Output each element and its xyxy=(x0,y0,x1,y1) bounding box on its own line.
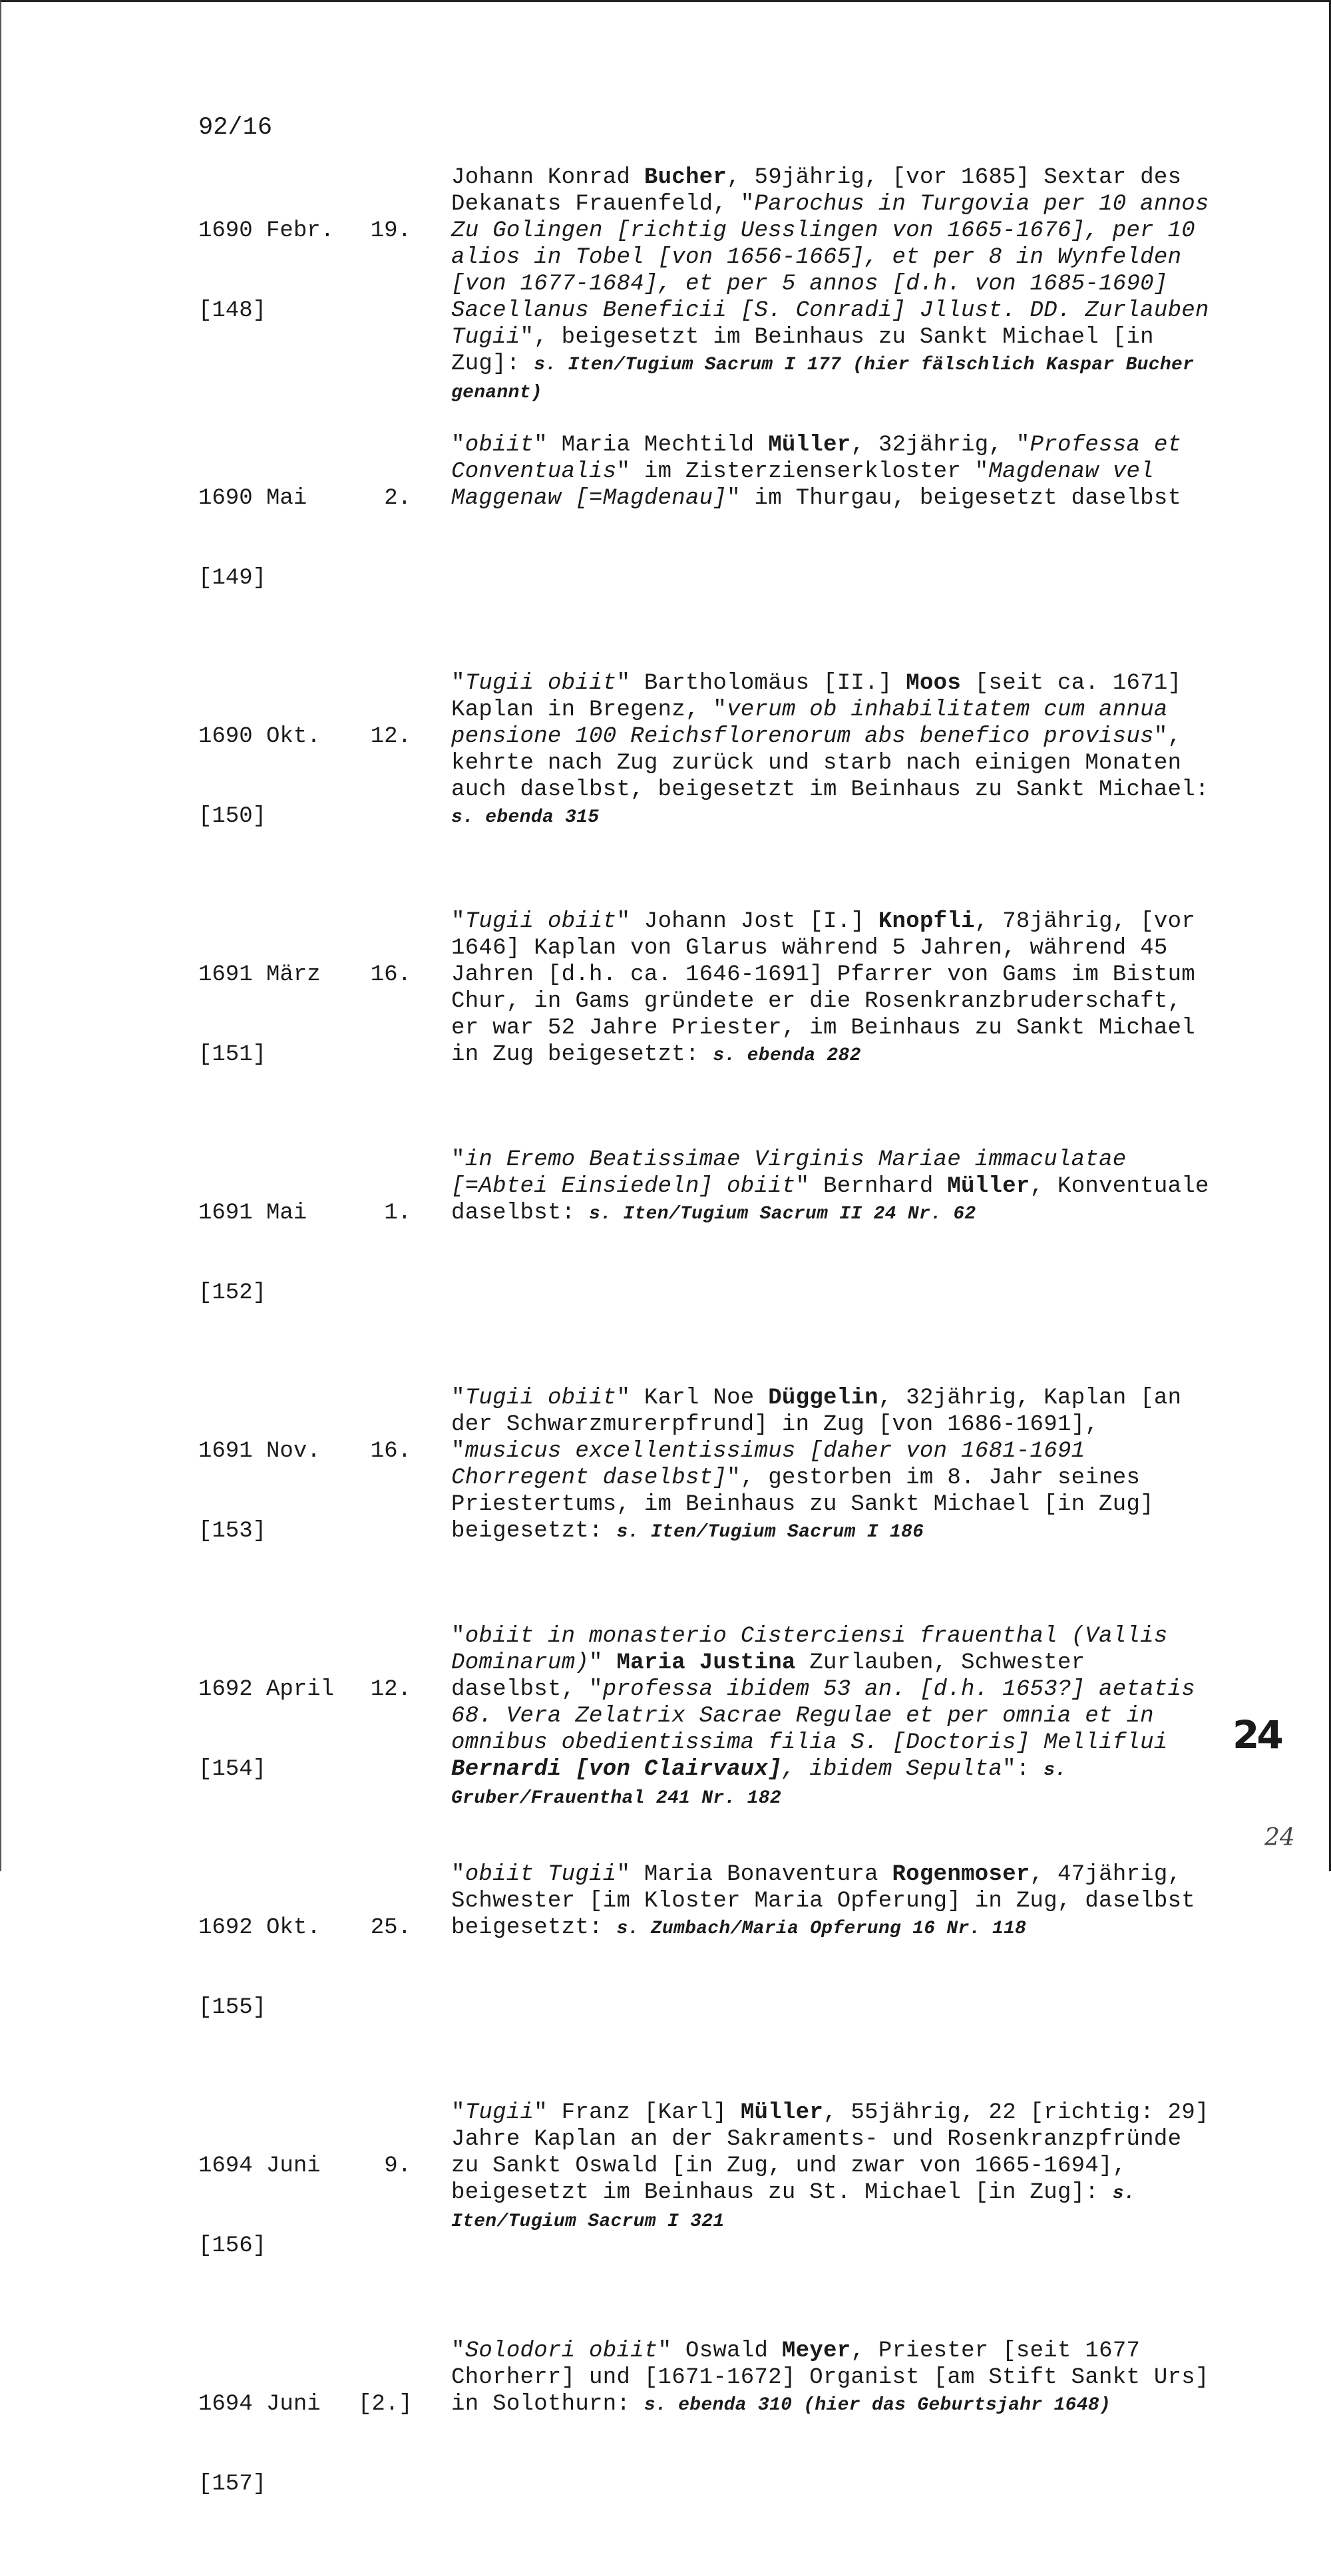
source-citation: s. Iten/Tugium Sacrum II 24 Nr. 62 xyxy=(589,1204,976,1224)
latin-quote: obiit Tugii xyxy=(465,1862,617,1887)
person-surname: Rogenmoser xyxy=(892,1862,1030,1887)
person-surname: Bucher xyxy=(644,165,727,190)
text-segment: , 32jährig, " xyxy=(851,433,1030,458)
entry-date: 1694 Juni xyxy=(198,2392,321,2417)
entry-date: 1692 Okt. xyxy=(198,1915,321,1940)
text-segment: " xyxy=(451,433,465,458)
entry-meta xyxy=(198,1861,451,2074)
source-citation: s. ebenda 315 xyxy=(451,807,600,828)
entry-date: 1694 Juni xyxy=(198,2153,321,2179)
text-segment: ": xyxy=(1002,1757,1044,1782)
entry-day: 9. xyxy=(384,2153,411,2179)
entry xyxy=(198,432,1210,645)
entry-meta xyxy=(198,164,451,407)
latin-quote: obiit in monasterio Cisterciensi frauenthal (Vallis Dominarum) xyxy=(451,1624,1168,1676)
entry-text xyxy=(451,1623,1210,1836)
text-segment: " xyxy=(451,1862,465,1887)
text-segment: " Oswald xyxy=(658,2338,782,2364)
text-segment: " xyxy=(451,2100,465,2125)
entry-text xyxy=(451,670,1210,883)
text-segment: " Maria Mechtild xyxy=(534,433,769,458)
text-segment: , Priester [seit 1677 Chorherr] und [1671-1672] Organist [am Stift Sankt Urs] in Solothurn: xyxy=(451,2338,1209,2417)
entry-meta xyxy=(198,1623,451,1836)
person-surname: Müller xyxy=(947,1174,1030,1199)
folio-number: 24 xyxy=(1233,1712,1281,1757)
person-surname: Düggelin xyxy=(768,1385,878,1411)
entry-number: [153] xyxy=(198,1519,267,1544)
latin-quote: Tugii obiit xyxy=(465,1385,617,1411)
entry xyxy=(198,1385,1210,1598)
text-segment: " xyxy=(451,909,465,934)
text-segment: " im Thurgau, beigesetzt daselbst xyxy=(727,486,1182,511)
text-segment: " xyxy=(451,2338,465,2364)
entry-text xyxy=(451,164,1210,407)
entry-number: [155] xyxy=(198,1995,267,2020)
latin-quote: Magdenaw vel Maggenaw [=Magdenau] xyxy=(451,459,1154,511)
entry-meta xyxy=(198,1385,451,1598)
entry-date: 1691 Mai xyxy=(198,1200,307,1226)
text-segment: Zurlauben, Schwester daselbst, " xyxy=(451,1650,1085,1702)
entry-day: 12. xyxy=(370,724,411,749)
text-segment: " Karl Noe xyxy=(616,1385,769,1411)
entry-meta xyxy=(198,908,451,1121)
text-segment: , 55jährig, 22 [richtig: 29] Jahre Kaplan an der Sakraments- und Rosenkranzpfründe zu Sankt Oswald [in Zug, und zwar von 1665-1694], beigesetzt im Beinhaus zu St. Michael [in Zug]: xyxy=(451,2100,1209,2205)
entry-number: [150] xyxy=(198,804,267,829)
entry-number: [152] xyxy=(198,1280,267,1306)
text-segment: , Konventuale daselbst: xyxy=(451,1174,1209,1226)
text-segment: " xyxy=(589,1650,617,1676)
latin-quote: in Eremo Beatissimae Virginis Mariae immaculatae [=Abtei Einsiedeln] obiit xyxy=(451,1147,1127,1199)
text-segment: " xyxy=(451,1624,465,1649)
entry xyxy=(198,164,1210,407)
entry-list xyxy=(198,164,1210,2576)
source-citation: s. Iten/Tugium Sacrum I 177 (hier fälschlich Kaspar Bucher genannt) xyxy=(451,355,1195,403)
source-citation: s. ebenda 310 (hier das Geburtsjahr 1648) xyxy=(644,2395,1111,2416)
pencil-page-note: 24 xyxy=(1264,1824,1295,1851)
text-segment: " im Zisterzienserkloster " xyxy=(616,459,989,484)
person-surname: Müller xyxy=(768,433,851,458)
entry-date: 1692 April xyxy=(198,1677,335,1702)
entry-text xyxy=(451,1147,1210,1360)
latin-quote: verum ob inhabilitatem cum annua pensione 100 Reichsflorenorum abs benefico provisus xyxy=(451,697,1168,749)
text-segment: [seit ca. 1671] Kaplan in Bregenz, " xyxy=(451,671,1182,723)
entry-number: [156] xyxy=(198,2233,267,2259)
entry-meta xyxy=(198,670,451,883)
latin-quote-name: Bernardi [von Clairvaux] xyxy=(451,1757,782,1782)
latin-quote: Professa et Conventualis xyxy=(451,433,1182,484)
entry-text xyxy=(451,1861,1210,2074)
latin-quote: obiit xyxy=(465,433,534,458)
entry-meta xyxy=(198,2100,451,2312)
entry xyxy=(198,670,1210,883)
entry-date: 1690 Mai xyxy=(198,486,307,511)
text-segment: , 59jährig, [vor 1685] Sextar des Dekanats Frauenfeld, " xyxy=(451,165,1182,217)
source-citation: s. Iten/Tugium Sacrum I 321 xyxy=(451,2183,1135,2232)
latin-quote: Solodori obiit xyxy=(465,2338,658,2364)
entry-day: 2. xyxy=(384,486,411,511)
text-segment: " xyxy=(451,671,465,696)
source-citation: s. Zumbach/Maria Opferung 16 Nr. 118 xyxy=(616,1919,1027,1939)
entry-date: 1690 Okt. xyxy=(198,724,321,749)
entry-text xyxy=(451,1385,1210,1598)
entry-day: 16. xyxy=(370,962,411,988)
person-surname: Knopfli xyxy=(878,909,975,934)
entry-meta xyxy=(198,2338,451,2551)
text-segment: " xyxy=(451,1385,465,1411)
entry xyxy=(198,2338,1210,2551)
entry-text xyxy=(451,2338,1210,2551)
person-surname: Müller xyxy=(740,2100,824,2125)
entry-text xyxy=(451,2100,1210,2312)
entry-day: 19. xyxy=(370,218,411,244)
entry xyxy=(198,1147,1210,1360)
person-surname: Moos xyxy=(906,671,962,696)
entry-number: [151] xyxy=(198,1042,267,1067)
entry-text xyxy=(451,908,1210,1121)
latin-quote: , ibidem Sepulta xyxy=(781,1757,1003,1782)
entry xyxy=(198,2100,1210,2312)
person-surname: Maria Justina xyxy=(616,1650,796,1676)
text-segment: " Bartholomäus [II.] xyxy=(616,671,906,696)
entry-number: [154] xyxy=(198,1757,267,1782)
entry-day: 16. xyxy=(370,1439,411,1464)
entry-day: 25. xyxy=(370,1915,411,1940)
text-segment: , 78jährig, [vor 1646] Kaplan von Glarus während 5 Jahren, während 45 Jahren [d.h. ca. 1646-1691] Pfarrer von Gams im Bistum Chur, in Gams gründete er die Rosenkranzbruderschaft, er war 52 Jahre Priester, im Beinhaus zu Sankt Michael in Zug beigesetzt: xyxy=(451,909,1196,1067)
page-reference: 92/16 xyxy=(198,114,273,142)
entry-day: 1. xyxy=(384,1200,411,1226)
entry xyxy=(198,1623,1210,1836)
latin-quote: Tugii obiit xyxy=(465,671,617,696)
entry-number: [149] xyxy=(198,566,267,591)
entry xyxy=(198,1861,1210,2074)
entry-meta xyxy=(198,1147,451,1360)
latin-quote: Tugii obiit xyxy=(465,909,617,934)
entry-date: 1690 Febr. xyxy=(198,218,335,244)
source-citation: s. Iten/Tugium Sacrum I 186 xyxy=(616,1522,924,1543)
latin-quote: Tugii xyxy=(465,2100,534,2125)
latin-quote: musicus excellentissimus [daher von 1681-1691 Chorregent daselbst] xyxy=(451,1439,1085,1491)
entry-number: [157] xyxy=(198,2472,267,2497)
entry-date: 1691 Nov. xyxy=(198,1439,321,1464)
person-surname: Meyer xyxy=(781,2338,851,2364)
source-citation: s. Gruber/Frauenthal 241 Nr. 182 xyxy=(451,1760,1067,1809)
text-segment: Johann Konrad xyxy=(451,165,644,190)
entry-number: [148] xyxy=(198,298,267,323)
entry-date: 1691 März xyxy=(198,962,321,988)
latin-quote: professa ibidem 53 an. [d.h. 1653?] aetatis 68. Vera Zelatrix Sacrae Regulae et per omnia et in omnibus obedientissima filia S. [Doctoris] Melliflui xyxy=(451,1677,1195,1755)
source-citation: s. ebenda 282 xyxy=(713,1045,861,1066)
latin-quote: Parochus in Turgovia per 10 annos Zu Golingen [richtig Uesslingen von 1665-1676], per 10 alios in Tobel [von 1656-1665], et per 8 in Wynfelden [von 1677-1684], et per 5 annos [d.h. von 1685-1690] Sacellanus Beneficii [S. Conradi] Jllust. DD. Zurlauben Tugii xyxy=(451,192,1209,350)
text-segment: , 47jährig, Schwester [im Kloster Maria Opferung] in Zug, daselbst beigesetzt: xyxy=(451,1862,1195,1940)
text-segment: " Johann Jost [I.] xyxy=(616,909,878,934)
text-segment: " Franz [Karl] xyxy=(534,2100,741,2125)
entry-text xyxy=(451,432,1210,645)
text-segment: ", beigesetzt im Beinhaus zu Sankt Michael [in Zug]: xyxy=(451,325,1154,377)
entry xyxy=(198,908,1210,1121)
text-segment: ", gestorben im 8. Jahr seines Priestertums, im Beinhaus zu Sankt Michael [in Zug] beigesetzt: xyxy=(451,1465,1154,1544)
text-segment: , 32jährig, Kaplan [an der Schwarzmurerpfrund] in Zug [von 1686-1691], " xyxy=(451,1385,1182,1464)
entry-day: 12. xyxy=(370,1677,411,1702)
text-segment: " Maria Bonaventura xyxy=(616,1862,892,1887)
entry-meta xyxy=(198,432,451,645)
entry-day: [2.] xyxy=(358,2392,413,2417)
text-segment: ", kehrte nach Zug zurück und starb nach einigen Monaten auch daselbst, beigesetzt im Beinhaus zu Sankt Michael: xyxy=(451,724,1209,803)
text-segment: " Bernhard xyxy=(795,1174,948,1199)
text-segment: " xyxy=(451,1147,465,1173)
